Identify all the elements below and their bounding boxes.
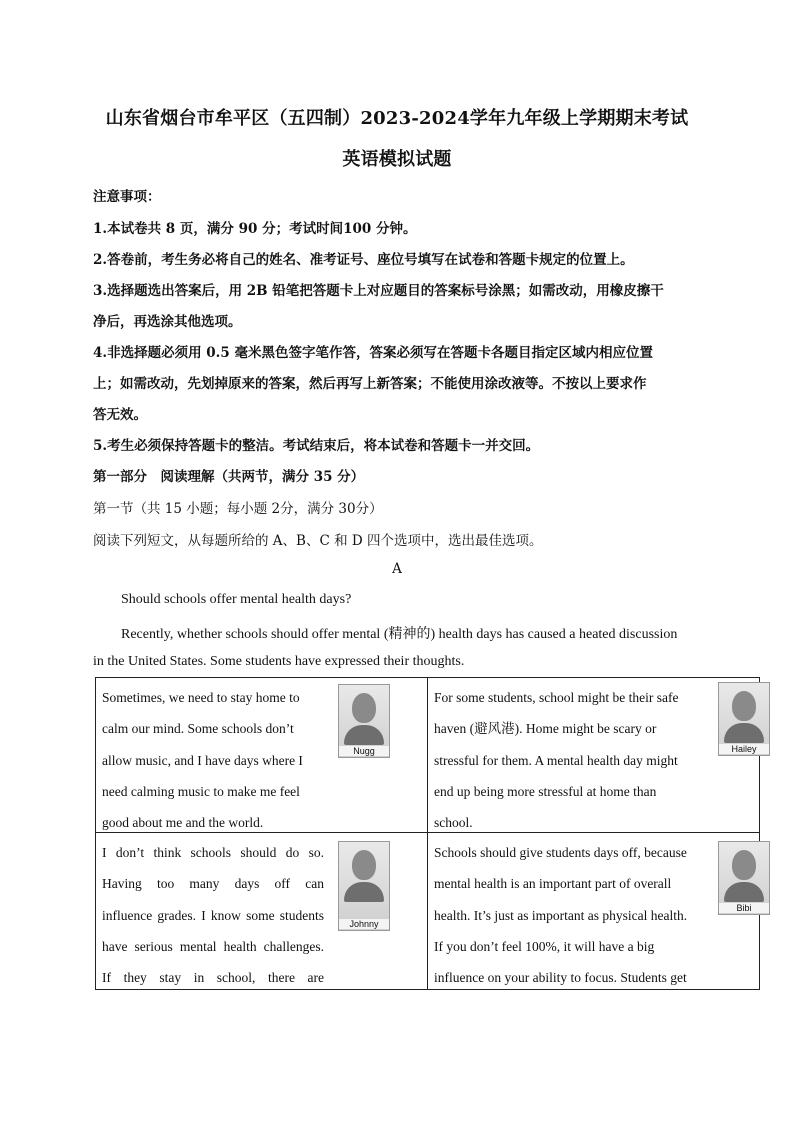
passage-intro-cont: in the United States. Some students have expressed their thoughts. bbox=[93, 654, 465, 669]
note-item: 2.答卷前，考生务必将自己的姓名、准考证号、座位号填写在试卷和答题卡规定的位置上。 bbox=[93, 252, 634, 268]
note-item: 5.考生必须保持答题卡的整洁。考试结束后，将本试卷和答题卡一并交回。 bbox=[93, 438, 540, 454]
exam-title: 山东省烟台市牟平区（五四制）2023-2024学年九年级上学期期末考试 bbox=[105, 108, 689, 129]
note-item: 上；如需改动，先划掉原来的答案，然后再写上新答案；不能使用涂改液等。不按以上要求作 bbox=[93, 376, 647, 392]
notes-heading: 注意事项： bbox=[93, 189, 161, 205]
student-name: Johnny bbox=[339, 919, 389, 929]
passage-intro: Recently, whether schools should offer mental (精神的) health days has caused a heated discussion bbox=[121, 627, 678, 642]
opinion-text: For some students, school might be their safe haven (避风港). Home might be scary or stressful for them. A mental health day might end up being more stressful at home than school. bbox=[434, 690, 679, 831]
note-item: 3.选择题选出答案后，用 2B 铅笔把答题卡上对应题目的答案标号涂黑；如需改动，用橡皮擦干 bbox=[93, 283, 664, 299]
passage-title: Should schools offer mental health days? bbox=[121, 592, 352, 607]
student-photo bbox=[338, 841, 390, 931]
note-item: 1.本试卷共 8 页，满分 90 分；考试时间100 分钟。 bbox=[93, 221, 417, 237]
opinion-text: I don’t think schools should do so. Having too many days off can influence grades. I know some students have serious mental health challenges. If they stay in school, there are bbox=[102, 845, 324, 986]
student-name: Bibi bbox=[719, 903, 769, 913]
student-photo bbox=[338, 684, 390, 758]
student-name: Nugg bbox=[339, 746, 389, 756]
exam-subtitle: 英语模拟试题 bbox=[342, 149, 452, 170]
note-item: 净后，再选涂其他选项。 bbox=[93, 314, 242, 330]
note-item: 答无效。 bbox=[93, 407, 147, 423]
student-photo bbox=[718, 682, 770, 756]
student-name: Hailey bbox=[719, 744, 769, 754]
opinion-cell-nugg bbox=[96, 678, 428, 833]
subsection-heading: 第一节（共 15 小题；每小题 2分，满分 30分） bbox=[93, 501, 383, 517]
opinion-cell-johnny bbox=[96, 833, 428, 990]
student-photo bbox=[718, 841, 770, 915]
instructions: 阅读下列短文，从每题所给的 A、B、C 和 D 四个选项中，选出最佳选项。 bbox=[93, 533, 543, 549]
passage-label: A bbox=[392, 561, 402, 577]
part-heading: 第一部分 阅读理解（共两节，满分 35 分） bbox=[93, 469, 365, 485]
opinion-cell-hailey bbox=[428, 678, 760, 833]
note-item: 4.非选择题必须用 0.5 毫米黑色签字笔作答，答案必须写在答题卡各题目指定区域内相应位置 bbox=[93, 345, 653, 361]
opinion-cell-bibi bbox=[428, 833, 760, 990]
opinion-text: Sometimes, we need to stay home to calm our mind. Some schools don’t allow music, and I have days where I need calming music to make me feel good about me and the world. bbox=[102, 690, 303, 831]
opinions-table bbox=[95, 677, 760, 990]
opinion-text: Schools should give students days off, because mental health is an important part of overall health. It’s just as important as physical health. If you don’t feel 100%, it will have a big influence on your ability to focus. Students get bbox=[434, 845, 688, 986]
